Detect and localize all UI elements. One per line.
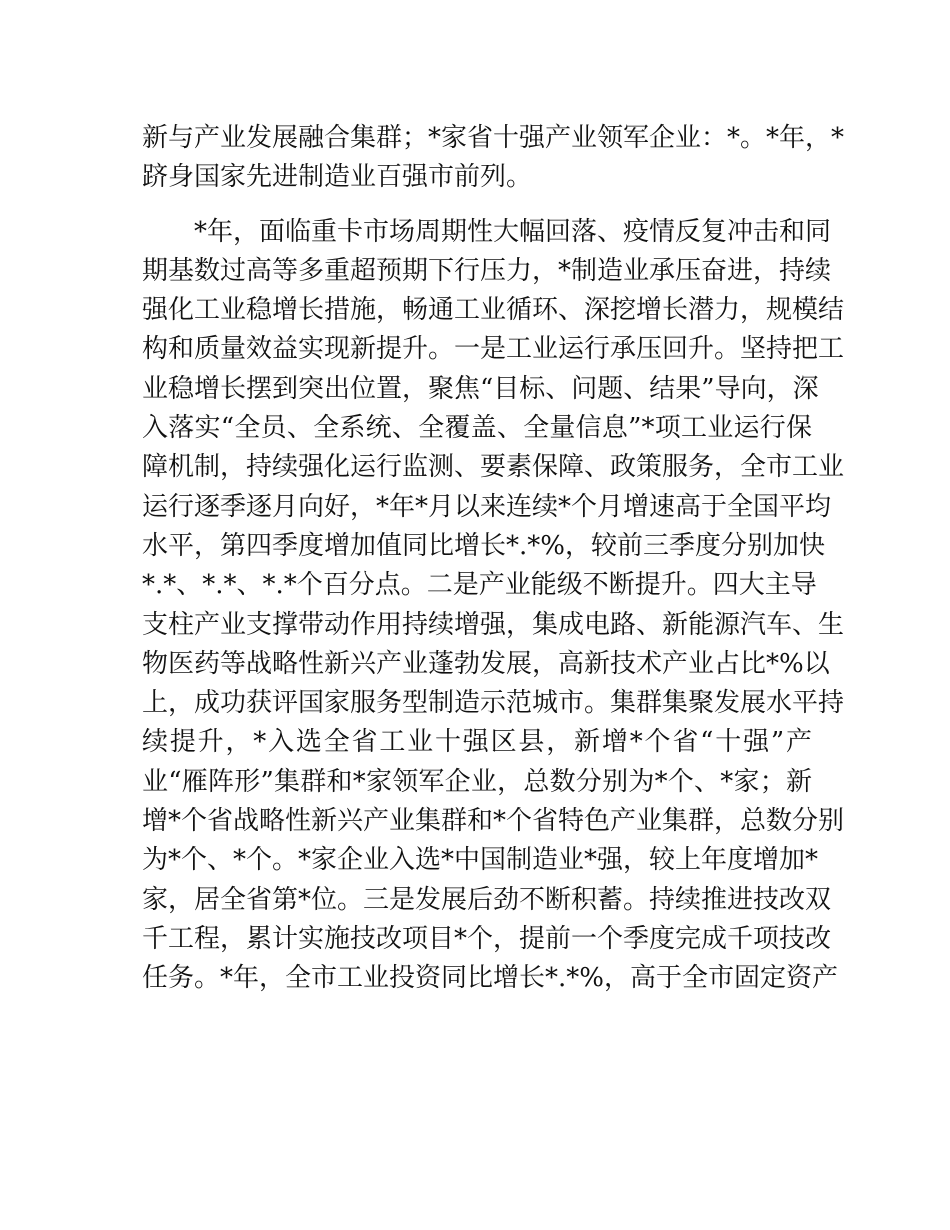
text-line: 入落实“全员、全系统、全覆盖、全量信息”*项工业运行保 (142, 413, 812, 444)
text-line: 支柱产业支撑带动作用持续增强，集成电路、新能源汽车、生 (142, 609, 845, 640)
text-line: 强化工业稳增长措施，畅通工业循环、深挖增长潜力，规模结 (142, 295, 845, 326)
text-line: 障机制，持续强化运行监测、要素保障、政策服务，全市工业 (142, 452, 845, 483)
document-body (142, 119, 845, 999)
text-line: 家，居全省第*位。三是发展后劲不断积蓄。持续推进技改双 (142, 884, 832, 915)
text-line: 构和质量效益实现新提升。一是工业运行承压回升。坚持把工 (142, 334, 845, 365)
text-line: 续提升，*入选全省工业十强区县，新增*个省“十强”产 (142, 727, 812, 758)
text-line: 物医药等战略性新兴产业蓬勃发展，高新技术产业占比*%以 (142, 648, 830, 679)
text-line: 上，成功获评国家服务型制造示范城市。集群集聚发展水平持 (142, 688, 845, 719)
text-line: *年，面临重卡市场周期性大幅回落、疫情反复冲击和同 (194, 216, 832, 247)
text-line: 新与产业发展融合集群；*家省十强产业领军企业：*。*年，* (142, 123, 845, 153)
paragraph-gap (142, 198, 812, 213)
text-line: 任务。*年，全市工业投资同比增长*.*%，高于全市固定资产 (142, 963, 838, 994)
text-line: *.*、*.*、*.*个百分点。二是产业能级不断提升。四大主导 (142, 570, 817, 601)
text-line: 期基数过高等多重超预期下行压力，*制造业承压奋进，持续 (142, 255, 832, 286)
text-line: 增*个省战略性新兴产业集群和*个省特色产业集群，总数分别 (142, 806, 845, 837)
text-line: 水平，第四季度增加值同比增长*.*%，较前三季度分别加快 (142, 530, 825, 561)
text-line: 业“雁阵形”集群和*家领军企业，总数分别为*个、*家；新 (142, 766, 812, 797)
text-line: 为*个、*个。*家企业入选*中国制造业*强，较上年度增加* (142, 845, 819, 876)
paragraph-1 (142, 119, 845, 198)
paragraph-2 (142, 213, 845, 999)
text-line: 运行逐季逐月向好，*年*月以来连续*个月增速高于全国平均 (142, 491, 832, 522)
text-line: 千工程，累计实施技改项目*个，提前一个季度完成千项技改 (142, 923, 832, 954)
text-line: 业稳增长摆到突出位置，聚焦“目标、问题、结果”导向，深 (142, 373, 819, 404)
text-line: 跻身国家先进制造业百强市前列。 (142, 162, 533, 193)
